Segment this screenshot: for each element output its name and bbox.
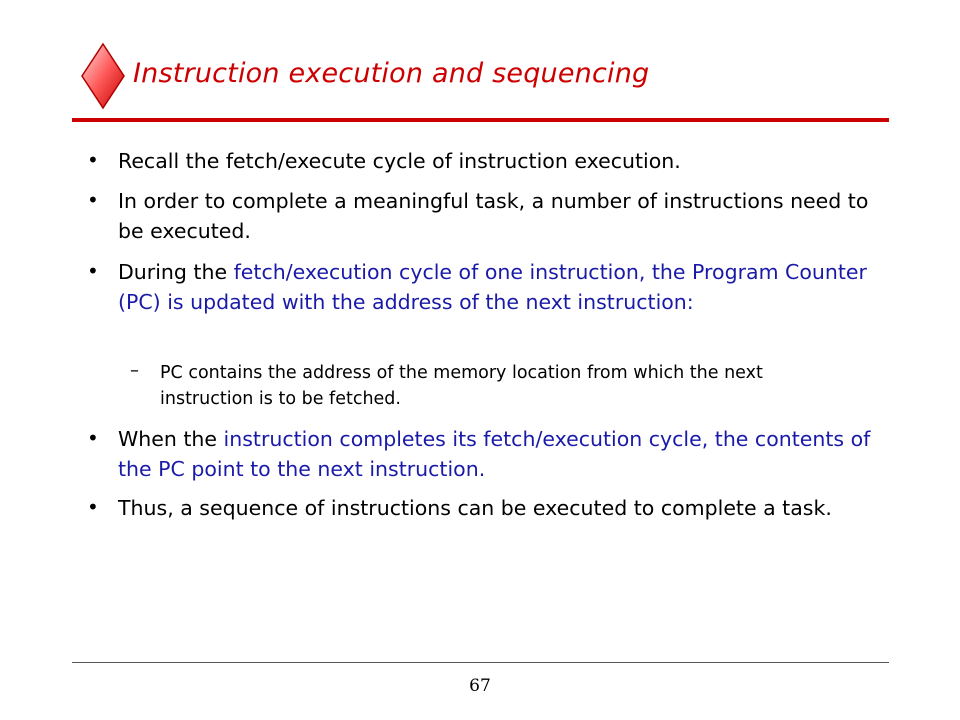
bullet-item [118, 424, 878, 484]
bullet-item [118, 493, 878, 523]
slide-title: Instruction execution and sequencing [133, 58, 650, 89]
bullet-item [118, 186, 878, 246]
sub-bullet-item [160, 360, 860, 412]
bullet-marker: • [87, 188, 99, 212]
bullet-text: When the [118, 427, 224, 451]
bullet-marker: • [87, 426, 99, 450]
bullet-text: Thus, a sequence of instructions can be executed to complete a task. [118, 496, 832, 520]
bullet-marker: • [87, 148, 99, 172]
bullet-text-highlight: instruction completes its fetch/execution cycle, the contents of the PC point to the next instruction. [118, 427, 871, 481]
sub-bullet-text: PC contains the address of the memory location from which the next instruction is to be fetched. [160, 363, 763, 409]
bullet-text-highlight: fetch/execution cycle of one instruction, the Program Counter (PC) is updated with the address of the next instruction: [118, 260, 867, 314]
bullet-marker: • [87, 259, 99, 283]
bullet-marker: • [87, 495, 99, 519]
sub-bullet-marker: – [130, 360, 139, 381]
bullet-text: Recall the fetch/execute cycle of instruction execution. [118, 149, 681, 173]
red-diamond-icon [80, 42, 126, 110]
bullet-item [118, 257, 878, 317]
page-number: 67 [469, 676, 491, 696]
footer-divider [72, 662, 889, 663]
bullet-text: During the [118, 260, 234, 284]
bullet-item [118, 146, 878, 176]
title-divider [72, 118, 889, 122]
bullet-text: In order to complete a meaningful task, a number of instructions need to be executed. [118, 189, 869, 243]
